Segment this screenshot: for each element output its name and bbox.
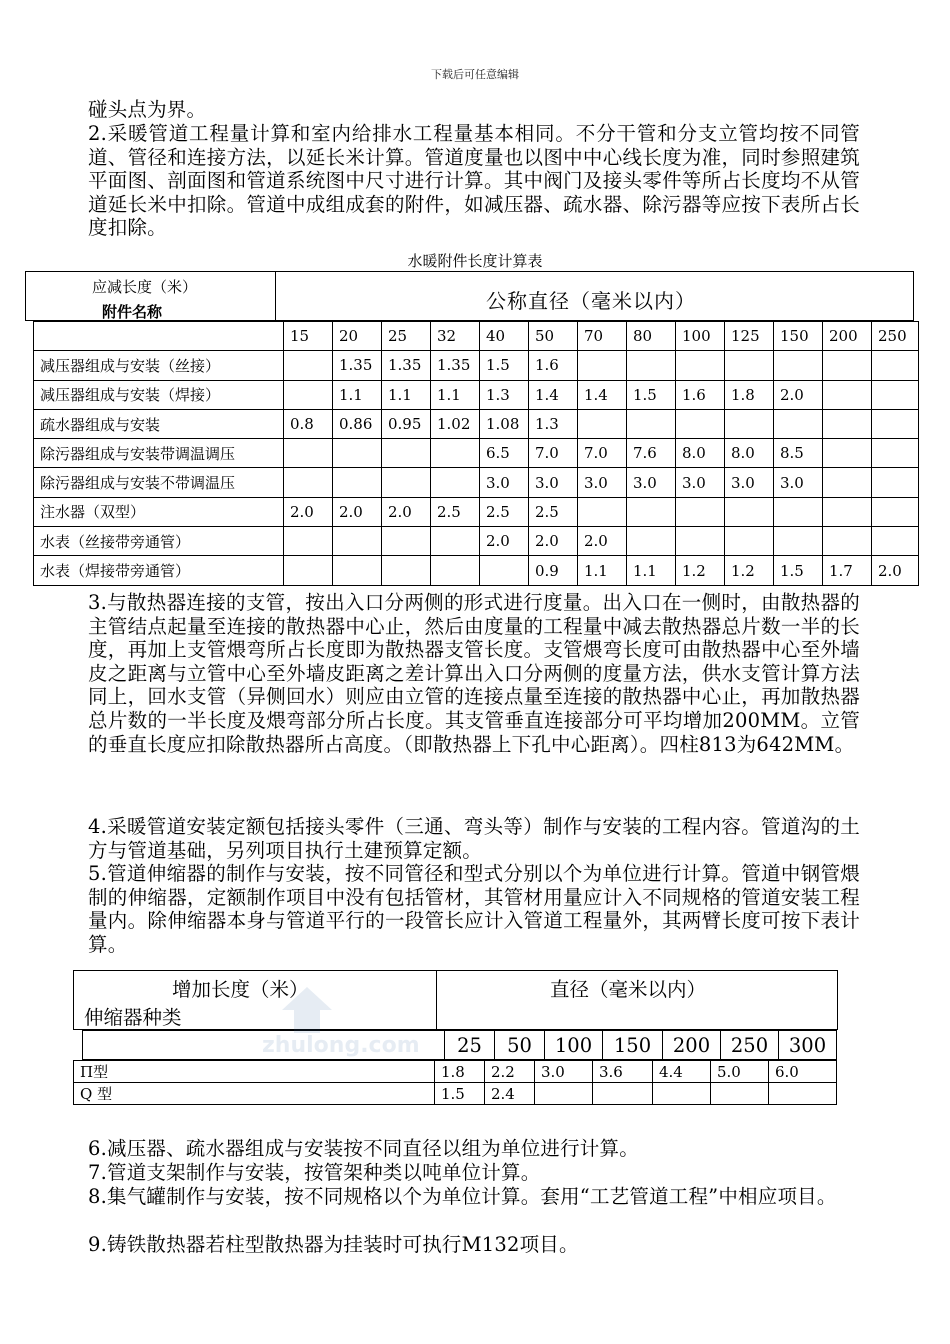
table1-value-cell [382,556,431,585]
table1-value-cell [333,439,382,468]
table2-value-cell: 1.8 [435,1061,485,1083]
table1-value-cell: 1.1 [382,380,431,409]
table2-value-cell [711,1083,769,1105]
table2-value-cell: 2.4 [485,1083,535,1105]
table1-diameter-cell: 125 [725,322,774,351]
table1-value-cell [284,527,333,556]
table1-value-cell: 1.35 [431,351,480,380]
table1-value-cell: 1.5 [774,556,823,585]
table1-value-cell [774,351,823,380]
table1-value-cell: 2.5 [480,497,529,526]
table2-diameter-cell: 150 [603,1031,663,1060]
table1-header-name-label: 附件名称 [102,303,163,321]
table1-value-cell [333,468,382,497]
table1-value-cell [774,409,823,438]
table1-value-cell: 1.35 [333,351,382,380]
table2-diameter-cell: 200 [663,1031,721,1060]
table1-value-cell: 1.8 [725,380,774,409]
table1-value-cell: 1.1 [431,380,480,409]
table1-value-cell [725,527,774,556]
table-row [34,468,919,497]
table1-value-cell [431,439,480,468]
table1-diameter-cell: 70 [578,322,627,351]
table1-fitting-name: 疏水器组成与安装 [34,409,284,438]
table1-value-cell: 8.0 [725,439,774,468]
table2-value-cell [535,1083,593,1105]
table1-value-cell: 2.0 [774,380,823,409]
table1-diameter-cell: 40 [480,322,529,351]
table1-fitting-name: 除污器组成与安装带调温调压 [34,439,284,468]
table1-fitting-name: 注水器（双型） [34,497,284,526]
paragraph-intro: 碰头点为界。 [88,98,207,121]
table1-fitting-name: 水表（丝接带旁通管） [34,527,284,556]
table1-value-cell [333,527,382,556]
table2-diameter-cell: 250 [721,1031,779,1060]
table2-value-cell: 4.4 [653,1061,711,1083]
table1-value-cell: 1.2 [676,556,725,585]
table2-value-cell [769,1083,837,1105]
table1-value-cell: 1.2 [725,556,774,585]
table1-corner-cell [34,322,284,351]
table1-value-cell [578,351,627,380]
table1-diameter-cell: 25 [382,322,431,351]
watermark-logo [262,985,432,1065]
table1-diameter-cell: 32 [431,322,480,351]
table1-caption: 水暖附件长度计算表 [407,252,543,270]
table-row [74,1061,837,1083]
table1-value-cell: 8.5 [774,439,823,468]
table2-header [73,970,838,1030]
table1-value-cell [823,351,872,380]
table1-value-cell: 1.3 [529,409,578,438]
table1-value-cell [872,527,919,556]
expansion-joint-table [82,1030,837,1060]
table1-diameter-cell: 20 [333,322,382,351]
table1-value-cell: 8.0 [676,439,725,468]
table1-diameter-cell: 15 [284,322,333,351]
table2-value-cell: 1.5 [435,1083,485,1105]
table2-value-cell: 6.0 [769,1061,837,1083]
table2-value-cell: 3.6 [593,1061,653,1083]
table1-value-cell [382,439,431,468]
table2-value-cell [653,1083,711,1105]
paragraph-9: 9.铸铁散热器若柱型散热器为挂装时可执行M132项目。 [88,1233,579,1256]
table1-diameter-cell: 200 [823,322,872,351]
table2-diameter-cell: 50 [495,1031,545,1060]
table1-value-cell [725,351,774,380]
table-row [34,409,919,438]
table1-value-cell: 1.35 [382,351,431,380]
table1-value-cell [872,409,919,438]
table1-value-cell: 1.4 [578,380,627,409]
table1-value-cell [578,497,627,526]
table1-value-cell [725,409,774,438]
table1-value-cell [676,497,725,526]
paragraph-6: 6.减压器、疏水器组成与安装按不同直径以组为单位进行计算。 [88,1137,639,1160]
table2-header-diameter-label: 直径（毫米以内） [550,978,707,1001]
table1-value-cell: 3.0 [529,468,578,497]
table2-value-cell [593,1083,653,1105]
table1-value-cell [431,527,480,556]
table1-value-cell: 0.86 [333,409,382,438]
table1-value-cell: 1.08 [480,409,529,438]
table1-value-cell: 7.6 [627,439,676,468]
table2-header-length-label: 增加长度（米） [172,978,309,1001]
watermark-text: zhulong.com [262,1033,420,1058]
table1-value-cell: 2.0 [480,527,529,556]
table1-value-cell [823,380,872,409]
table-row [34,556,919,585]
paragraph-2: 2.采暖管道工程量计算和室内给排水工程量基本相同。不分干管和分支立管均按不同管道、管径和连接方法，以延长米计算。管道度量也以图中中心线长度为准，同时参照建筑平面图、剖面图和管道系统图中尺寸进行计算。其中阀门及接头零件等所占长度均不从管道延长米中扣除。管道中成组成套的附件，如减压器、疏水器、除污器等应按下表所占长度扣除。 [88,122,860,240]
table1-value-cell [823,409,872,438]
table1-value-cell: 2.0 [529,527,578,556]
table1-header-diameter-label: 公称直径（毫米以内） [486,289,696,313]
table1-value-cell [872,439,919,468]
table1-value-cell [431,556,480,585]
watermark-icon [262,985,352,1035]
page-header: 下载后可任意编辑 [431,68,519,81]
table1-value-cell: 1.5 [480,351,529,380]
table1-value-cell [284,439,333,468]
table1-value-cell [676,351,725,380]
table1-value-cell [382,468,431,497]
table1-header-length-label: 应减长度（米） [92,278,198,296]
table1-value-cell: 1.7 [823,556,872,585]
table1-header [25,271,914,321]
table1-value-cell: 2.0 [284,497,333,526]
expansion-joint-values-table [73,1060,837,1105]
table1-value-cell: 3.0 [480,468,529,497]
table2-type-name: Q 型 [74,1083,435,1105]
table1-value-cell: 2.0 [382,497,431,526]
table1-value-cell [823,468,872,497]
table1-value-cell [725,497,774,526]
table1-fitting-name: 减压器组成与安装（焊接） [34,380,284,409]
paragraph-3: 3.与散热器连接的支管，按出入口分两侧的形式进行度量。出入口在一侧时，由散热器的主管结点起量至连接的散热器中心止，然后由度量的工程量中减去散热器总片数一半的长度，再加上支管煨弯所占长度即为散热器支管长度。支管煨弯长度可由散热器中心至外墙皮之距离与立管中心至外墙皮距离之差计算出入口分两侧的度量方法，供水支管计算方法同上，回水支管（异侧回水）则应由立管的连接点量至连接的散热器中心止，再加散热器总片数的一半长度及煨弯部分所占长度。其支管垂直连接部分可平均增加200MM。立管的垂直长度应扣除散热器所占高度。（即散热器上下孔中心距离）。四柱813为642MM。 [88,591,860,756]
table1-value-cell: 3.0 [578,468,627,497]
table1-value-cell [774,497,823,526]
table2-diameter-cell: 300 [779,1031,837,1060]
table2-type-name: Π型 [74,1061,435,1083]
table1-value-cell: 1.5 [627,380,676,409]
paragraph-7: 7.管道支架制作与安装，按管架种类以吨单位计算。 [88,1161,541,1184]
table2-header-type-label: 伸缩器种类 [84,1006,182,1029]
table1-value-cell: 1.3 [480,380,529,409]
table1-value-cell [823,527,872,556]
table1-value-cell [823,439,872,468]
table1-value-cell: 1.1 [627,556,676,585]
table1-value-cell: 0.9 [529,556,578,585]
table-row [34,322,919,351]
table2-value-cell: 2.2 [485,1061,535,1083]
table1-value-cell: 0.8 [284,409,333,438]
table2-diameter-cell: 100 [545,1031,603,1060]
table1-value-cell [872,468,919,497]
table1-value-cell [627,527,676,556]
table1-diameter-cell: 100 [676,322,725,351]
table1-value-cell: 2.5 [529,497,578,526]
table1-value-cell: 1.02 [431,409,480,438]
table1-value-cell [872,351,919,380]
table1-value-cell: 7.0 [529,439,578,468]
fittings-length-table [33,321,919,586]
table1-diameter-cell: 250 [872,322,919,351]
table1-value-cell [382,527,431,556]
table1-value-cell: 3.0 [774,468,823,497]
table1-value-cell: 6.5 [480,439,529,468]
table1-value-cell [872,497,919,526]
table1-value-cell [431,468,480,497]
table1-value-cell [333,556,382,585]
paragraph-5: 5.管道伸缩器的制作与安装，按不同管径和型式分别以个为单位进行计算。管道中钢管煨制的伸缩器，定额制作项目中没有包括管材，其管材用量应计入不同规格的管道安装工程量内。除伸缩器本身与管道平行的一段管长应计入管道工程量外，其两臂长度可按下表计算。 [88,862,860,956]
table1-value-cell [872,380,919,409]
table1-value-cell: 7.0 [578,439,627,468]
table1-value-cell [627,351,676,380]
table2-diameter-cell: 25 [445,1031,495,1060]
table-row [34,439,919,468]
table1-header-left [26,272,276,320]
table-row [34,351,919,380]
table1-value-cell [578,409,627,438]
table1-fitting-name: 减压器组成与安装（丝接） [34,351,284,380]
table1-value-cell [823,497,872,526]
table1-diameter-cell: 80 [627,322,676,351]
table1-value-cell [676,527,725,556]
table1-value-cell: 1.6 [529,351,578,380]
table1-value-cell: 2.0 [578,527,627,556]
table1-value-cell [480,556,529,585]
table2-value-cell: 3.0 [535,1061,593,1083]
table1-value-cell [284,351,333,380]
table-row [34,380,919,409]
table1-value-cell: 3.0 [676,468,725,497]
paragraph-4: 4.采暖管道安装定额包括接头零件（三通、弯头等）制作与安装的工程内容。管道沟的土方与管道基础，另列项目执行土建预算定额。 [88,815,860,862]
table1-value-cell: 0.95 [382,409,431,438]
table-row [34,497,919,526]
table1-value-cell: 1.1 [333,380,382,409]
table1-fitting-name: 除污器组成与安装不带调温压 [34,468,284,497]
table-row [83,1031,837,1060]
table1-diameter-cell: 150 [774,322,823,351]
table1-value-cell: 3.0 [627,468,676,497]
table1-value-cell [284,380,333,409]
table1-fitting-name: 水表（焊接带旁通管） [34,556,284,585]
table1-value-cell: 2.5 [431,497,480,526]
table1-value-cell [284,468,333,497]
table1-value-cell [627,497,676,526]
table1-value-cell [676,409,725,438]
table-row [34,527,919,556]
table1-value-cell [627,409,676,438]
table2-value-cell: 5.0 [711,1061,769,1083]
table1-value-cell [774,527,823,556]
table1-value-cell: 2.0 [333,497,382,526]
table1-value-cell [284,556,333,585]
table1-diameter-cell: 50 [529,322,578,351]
table1-value-cell: 3.0 [725,468,774,497]
table-row [74,1083,837,1105]
table1-value-cell: 1.4 [529,380,578,409]
paragraph-8: 8.集气罐制作与安装，按不同规格以个为单位计算。套用“工艺管道工程”中相应项目。 [88,1185,837,1208]
table1-value-cell: 1.6 [676,380,725,409]
table1-value-cell: 1.1 [578,556,627,585]
table1-value-cell: 2.0 [872,556,919,585]
